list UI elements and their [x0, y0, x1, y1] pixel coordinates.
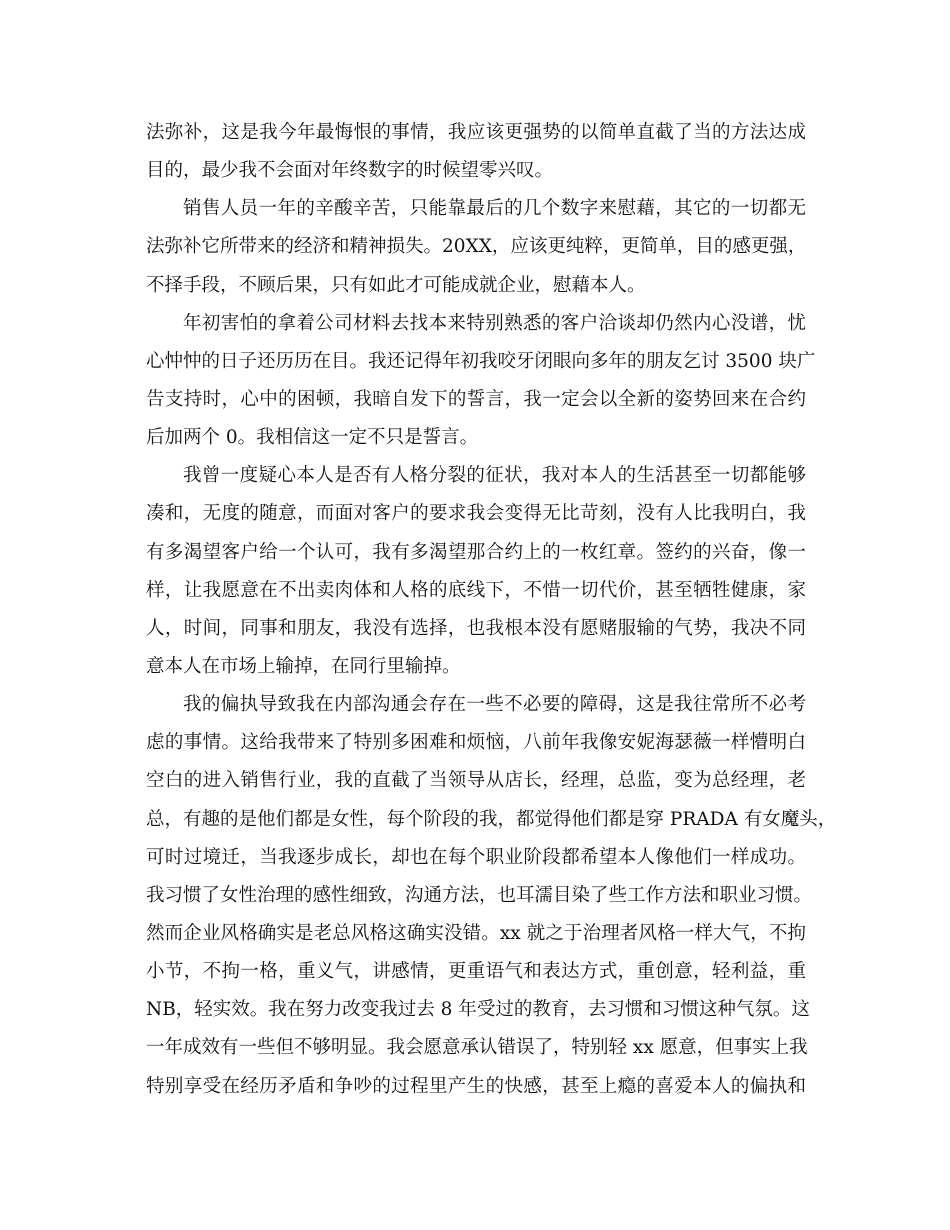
paragraph — [146, 114, 806, 190]
paragraph-line: 样，让我愿意在不出卖肉体和人格的底线下，不惜一切代价，甚至牺牲健康，家 — [146, 579, 806, 601]
document-body — [146, 114, 837, 1106]
paragraph-line: 小节，不拘一格，重义气，讲感情，更重语气和表达方式，重创意，轻利益，重 — [146, 961, 806, 983]
paragraph-line: 法弥补它所带来的经济和精神损失。20XX，应该更纯粹，更简单，目的感更强， — [146, 236, 807, 258]
paragraph-line: 销售人员一年的辛酸辛苦，只能靠最后的几个数字来慰藉，其它的一切都无 — [183, 198, 806, 220]
paragraph — [146, 457, 806, 686]
paragraph-line: 然而企业风格确实是老总风格这确实没错。xx 就之于治理者风格一样大气，不拘 — [146, 922, 806, 944]
paragraph — [146, 686, 837, 1106]
paragraph-line: 虑的事情。这给我带来了特别多困难和烦恼，八前年我像安妮海瑟薇一样懵明白 — [146, 732, 806, 754]
paragraph-line: 告支持时，心中的困顿，我暗自发下的誓言，我一定会以全新的姿势回来在合约 — [146, 388, 806, 410]
paragraph-line: 法弥补，这是我今年最悔恨的事情，我应该更强势的以简单直截了当的方法达成 — [146, 122, 806, 143]
paragraph-line: 一年成效有一些但不够明显。我会愿意承认错误了，特别轻 xx 愿意，但事实上我 — [146, 1037, 808, 1059]
paragraph-line: 不择手段，不顾后果，只有如此才可能成就企业，慰藉本人。 — [146, 274, 646, 296]
paragraph-line: 后加两个 0。我相信这一定不只是誓言。 — [146, 427, 479, 449]
paragraph-line: 我的偏执导致我在内部沟通会存在一些不必要的障碍，这是我往常所不必考 — [183, 694, 806, 716]
paragraph-line: 特别享受在经历矛盾和争吵的过程里产生的快感，甚至上瘾的喜爱本人的偏执和 — [146, 1075, 806, 1097]
paragraph-line: 意本人在市场上输掉，在同行里输掉。 — [146, 655, 461, 677]
paragraph-line: 空白的进入销售行业，我的直截了当领导从店长，经理，总监，变为总经理，老 — [146, 770, 806, 792]
paragraph-line: 总，有趣的是他们都是女性，每个阶段的我，都觉得他们都是穿 PRADA 有女魔头， — [146, 808, 837, 830]
paragraph — [146, 190, 806, 304]
paragraph-line: NB，轻实效。我在努力改变我过去 8 年受过的教育，去习惯和习惯这种气氛。这 — [146, 999, 810, 1021]
paragraph-line: 有多渴望客户给一个认可，我有多渴望那合约上的一枚红章。签约的兴奋，像一 — [146, 541, 806, 563]
paragraph-line: 我曾一度疑心本人是否有人格分裂的征状，我对本人的生活甚至一切都能够 — [183, 465, 806, 487]
paragraph-line: 凑和，无度的随意，而面对客户的要求我会变得无比苛刻，没有人比我明白，我 — [146, 503, 806, 525]
paragraph-line: 目的，最少我不会面对年终数字的时候望零兴叹。 — [146, 160, 554, 182]
paragraph-line: 我习惯了女性治理的感性细致，沟通方法，也耳濡目染了些工作方法和职业习惯。 — [146, 884, 813, 906]
paragraph-line: 年初害怕的拿着公司材料去找本来特别熟悉的客户洽谈却仍然内心没谱，忧 — [183, 312, 806, 334]
paragraph-line: 可时过境迁，当我逐步成长，却也在每个职业阶段都希望本人像他们一样成功。 — [146, 846, 806, 868]
paragraph — [146, 305, 816, 458]
paragraph-line: 人，时间，同事和朋友，我没有选择，也我根本没有愿赌服输的气势，我决不同 — [146, 617, 806, 639]
paragraph-line: 心忡忡的日子还历历在目。我还记得年初我咬牙闭眼向多年的朋友乞讨 3500 块广 — [146, 350, 816, 372]
